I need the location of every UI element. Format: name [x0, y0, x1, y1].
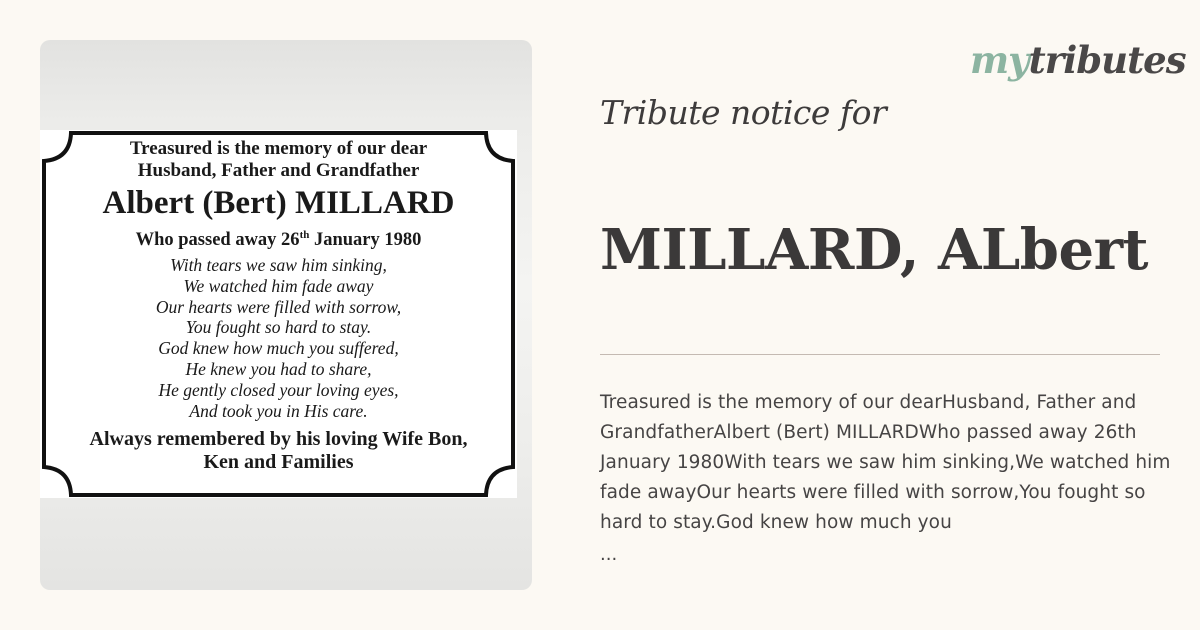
notice-date-suffix: th: [299, 229, 310, 241]
deceased-name: MILLARD, ALbert: [600, 217, 1148, 283]
verse-line: He gently closed your loving eyes,: [158, 379, 399, 400]
verse-line: Our hearts were filled with sorrow,: [155, 296, 402, 317]
notice-line-2: Husband, Father and Grandfather: [137, 160, 420, 181]
page-kicker: Tribute notice for: [600, 93, 887, 132]
verse-line: God knew how much you suffered,: [158, 338, 399, 359]
notice-sign-1: Always remembered by his loving Wife Bon,: [89, 428, 468, 451]
divider: [600, 354, 1160, 355]
verse-line: He knew you had to share,: [185, 358, 372, 379]
newspaper-notice: [40, 130, 517, 498]
excerpt-ellipsis: ...: [600, 544, 618, 565]
notice-line-1: Treasured is the memory of our dear: [129, 138, 428, 159]
mytributes-logo[interactable]: [970, 36, 1186, 84]
notice-date-pre: Who passed away 26: [135, 230, 300, 250]
notice-verse: [40, 255, 517, 421]
notice-image: [40, 40, 532, 590]
notice-excerpt: Treasured is the memory of our dearHusband, Father and GrandfatherAlbert (Bert) MILLARDWho passed away 26th January 1980With tears we saw him sinking,We watched him fade awayOur hearts were filled with sorrow,You fought so hard to stay.God knew how much you: [600, 392, 1171, 533]
notice-name: Albert (Bert) MILLARD: [102, 185, 455, 221]
notice-date-post: January 1980: [309, 230, 422, 250]
logo-part-tributes: tributes: [1028, 38, 1186, 82]
notice-date: [40, 224, 517, 251]
verse-line: And took you in His care.: [189, 400, 368, 421]
logo-part-my: my: [970, 38, 1029, 82]
verse-line: You fought so hard to stay.: [185, 317, 372, 338]
verse-line: With tears we saw him sinking,: [170, 255, 387, 275]
verse-line: We watched him fade away: [183, 275, 374, 296]
notice-sign-2: Ken and Families: [203, 451, 354, 474]
